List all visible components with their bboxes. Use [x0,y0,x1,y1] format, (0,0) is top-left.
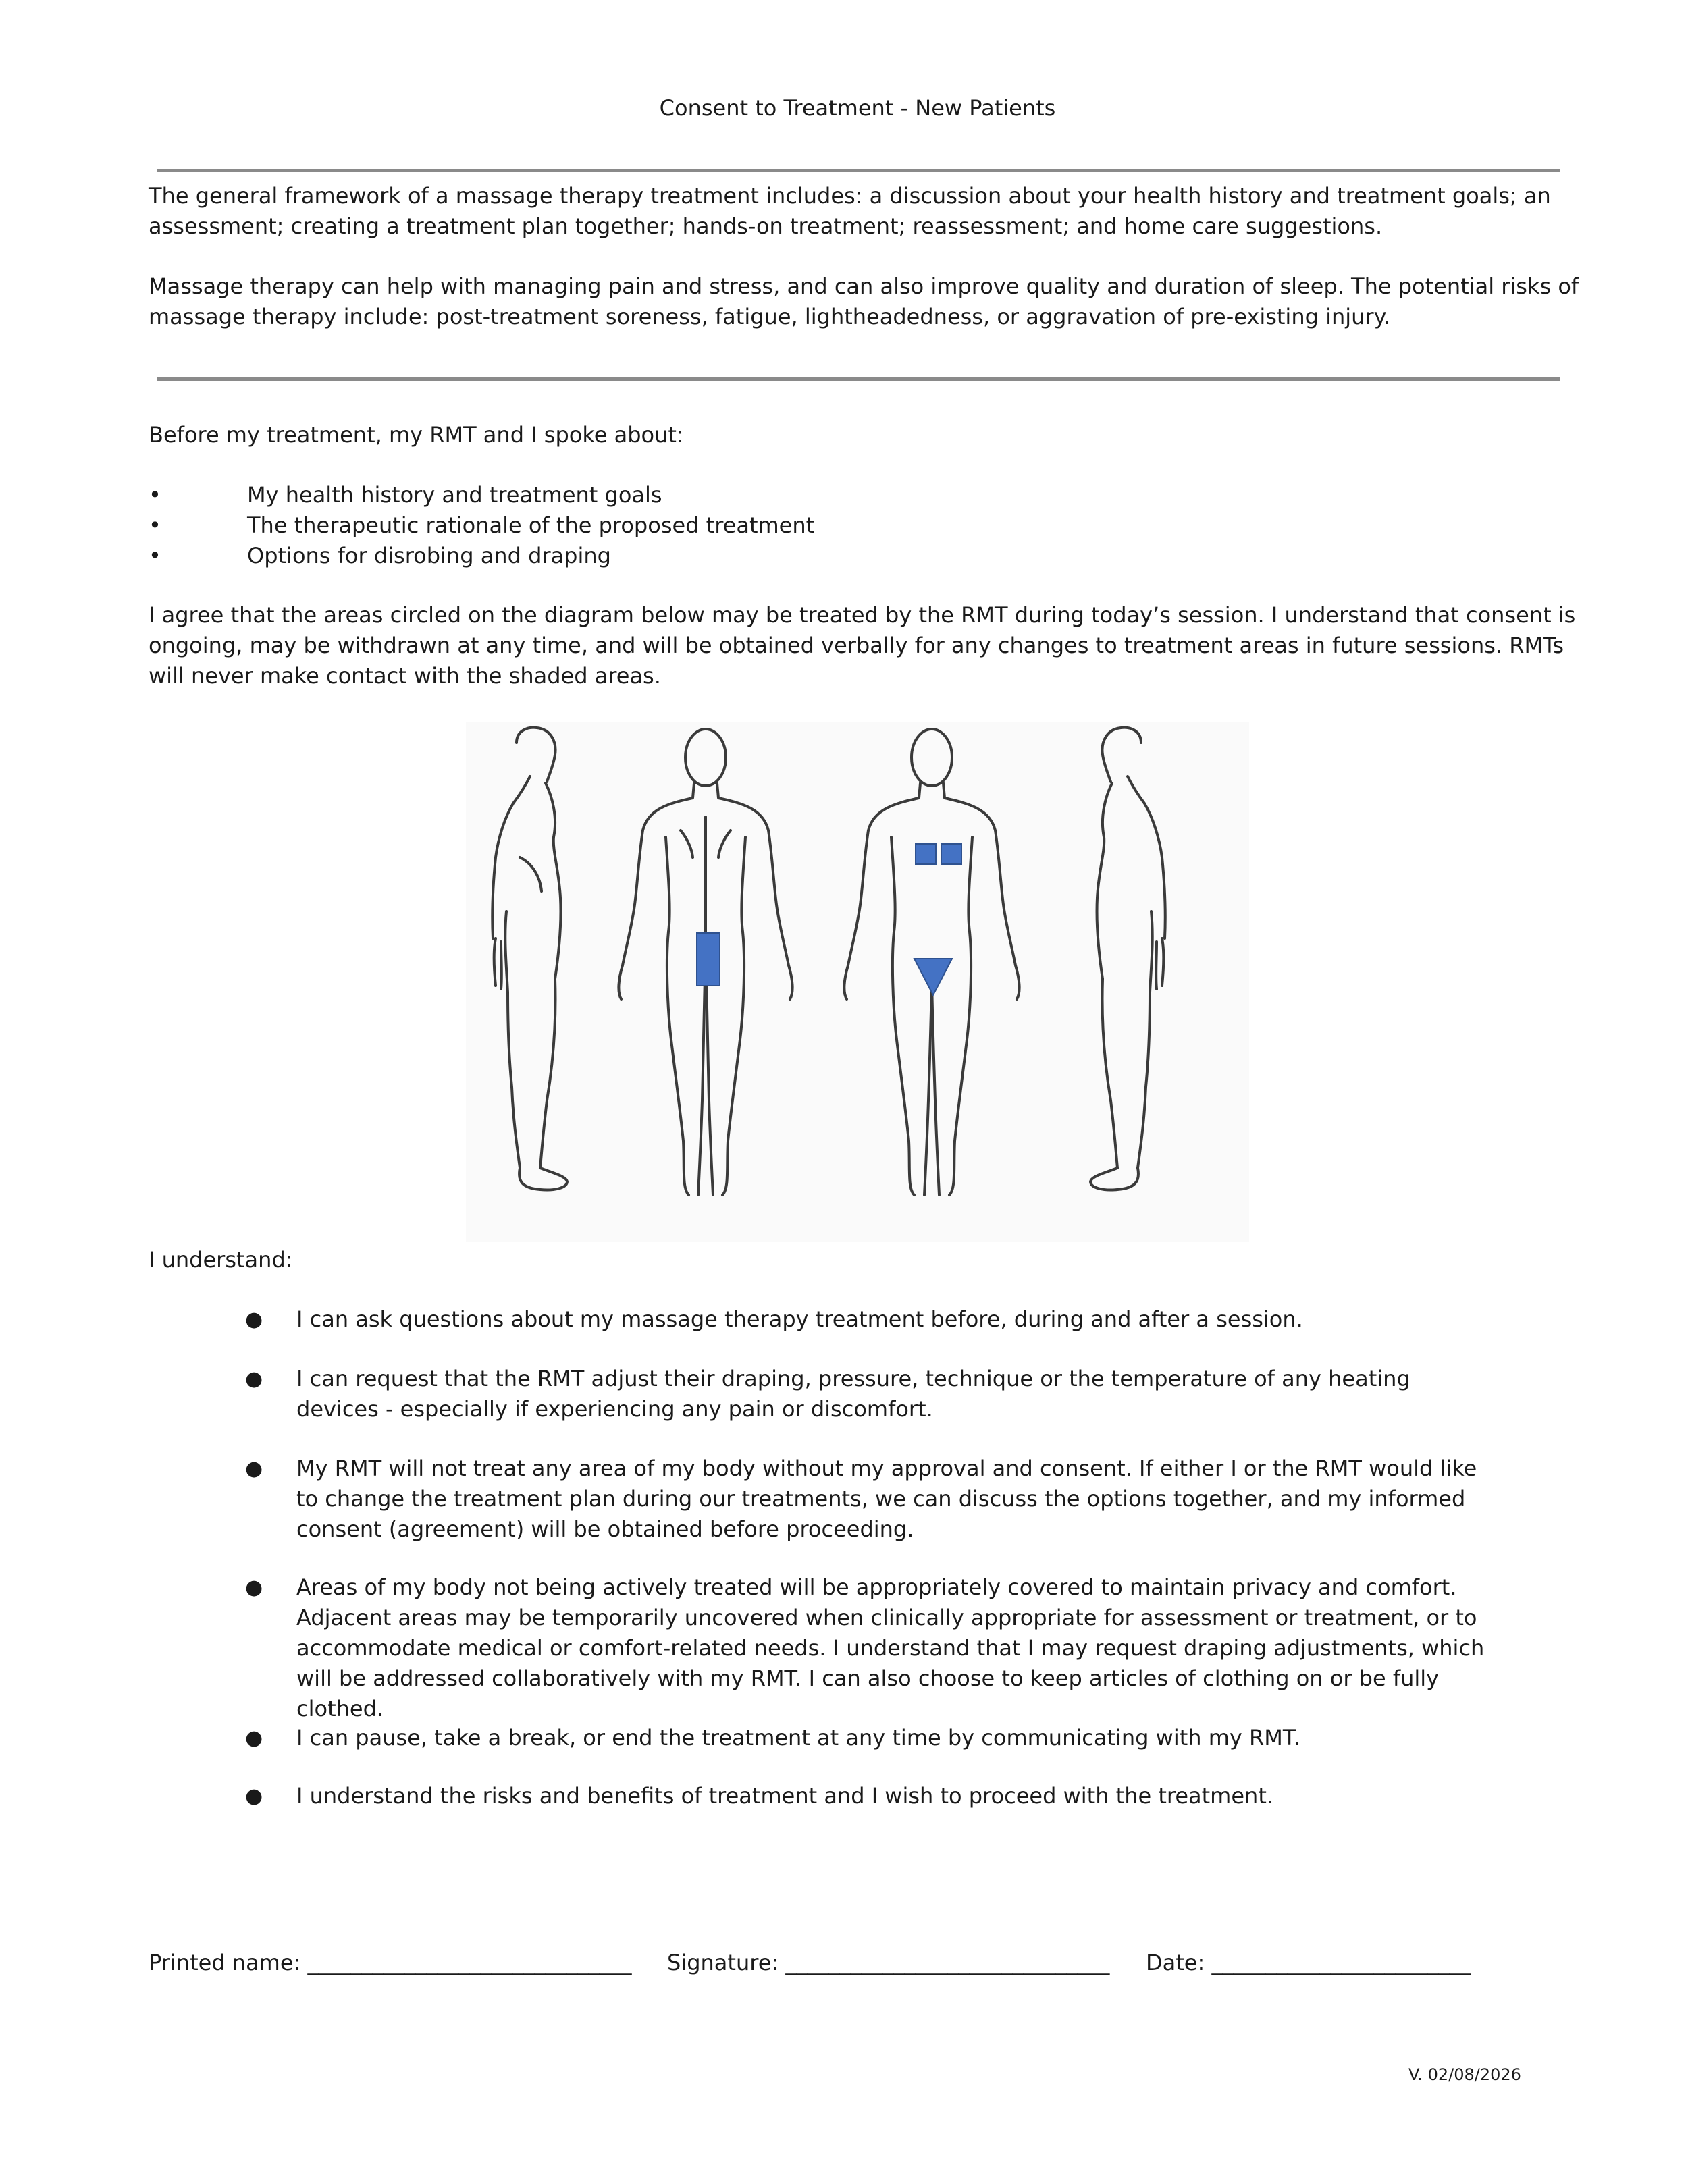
spoke-about-item-rationale: The therapeutic rationale of the proposed treatment [247,512,815,538]
body-diagram [466,722,1249,1242]
shaded-area-chest-left [916,844,936,864]
understand-item-questions: I can ask questions about my massage therapy treatment before, during and after a session. [296,1306,1303,1332]
divider-middle [157,377,1560,381]
agreement-paragraph: I agree that the areas circled on the diagram below may be treated by the RMT during today’s session. I understand that consent is ongoing, may be withdrawn at any time, and will be obtained verbally for any changes to treatment areas in future sessions. RMTs will never make contact with the shaded areas. [149,602,1576,689]
bullet-marker: ● [245,1726,263,1750]
understand-item-draping-privacy: Areas of my body not being actively treated will be appropriately covered to maintain privacy and comfort. Adjacent areas may be temporarily uncovered when clinically appropriate for assessment or treatment, or to accommodate medical or comfort-related needs. I understand that I may request draping adjustments, which will be addressed collaboratively with my RMT. I can also choose to keep articles of clothing on or be fully clothed. [296,1574,1485,1722]
bullet-marker: ● [245,1308,263,1331]
bullet-marker: ● [245,1784,263,1808]
understand-item-adjust-request: I can request that the RMT adjust their draping, pressure, technique or the temperature of any heating devices - especially if experiencing any pain or discomfort. [296,1366,1410,1422]
bullet-marker: • [149,543,161,568]
divider-top [157,169,1560,172]
intro-paragraph-benefits-risks: Massage therapy can help with managing pain and stress, and can also improve quality and duration of sleep. The potential risks of massage therapy include: post-treatment soreness, fatigue, lightheadedness, or aggravation of pre-existing injury. [149,273,1579,329]
understand-heading: I understand: [149,1247,293,1273]
spoke-about-item-draping: Options for disrobing and draping [247,543,611,568]
signature-field[interactable]: Signature: ______________________________ [667,1950,1110,1975]
spoke-about-item-health-history: My health history and treatment goals [247,482,662,508]
bullet-marker: ● [245,1576,263,1599]
intro-paragraph-framework: The general framework of a massage therapy treatment includes: a discussion about your health history and treatment goals; an assessment; creating a treatment plan together; hands-on treatment; reassessment; and home care suggestions. [149,183,1551,239]
bullet-marker: • [149,482,161,508]
shaded-area-gluteal [697,933,720,986]
body-diagram-svg [466,722,1249,1242]
spoke-about-heading: Before my treatment, my RMT and I spoke about: [149,422,684,448]
understand-item-risks-benefits: I understand the risks and benefits of treatment and I wish to proceed with the treatment. [296,1783,1274,1809]
understand-item-approval-consent: My RMT will not treat any area of my body without my approval and consent. If either I or the RMT would like to change the treatment plan during our treatments, we can discuss the options together, and my informed consent (agreement) will be obtained before proceeding. [296,1456,1477,1542]
date-field[interactable]: Date: ________________________ [1146,1950,1471,1975]
shaded-area-chest-right [941,844,961,864]
page-title: Consent to Treatment - New Patients [659,95,1056,121]
understand-item-pause: I can pause, take a break, or end the treatment at any time by communicating with my RMT. [296,1725,1300,1751]
version-label: V. 02/08/2026 [1408,2065,1521,2084]
bullet-marker: • [149,512,161,538]
bullet-marker: ● [245,1367,263,1391]
printed-name-field[interactable]: Printed name: ______________________________ [149,1950,632,1975]
bullet-marker: ● [245,1457,263,1481]
